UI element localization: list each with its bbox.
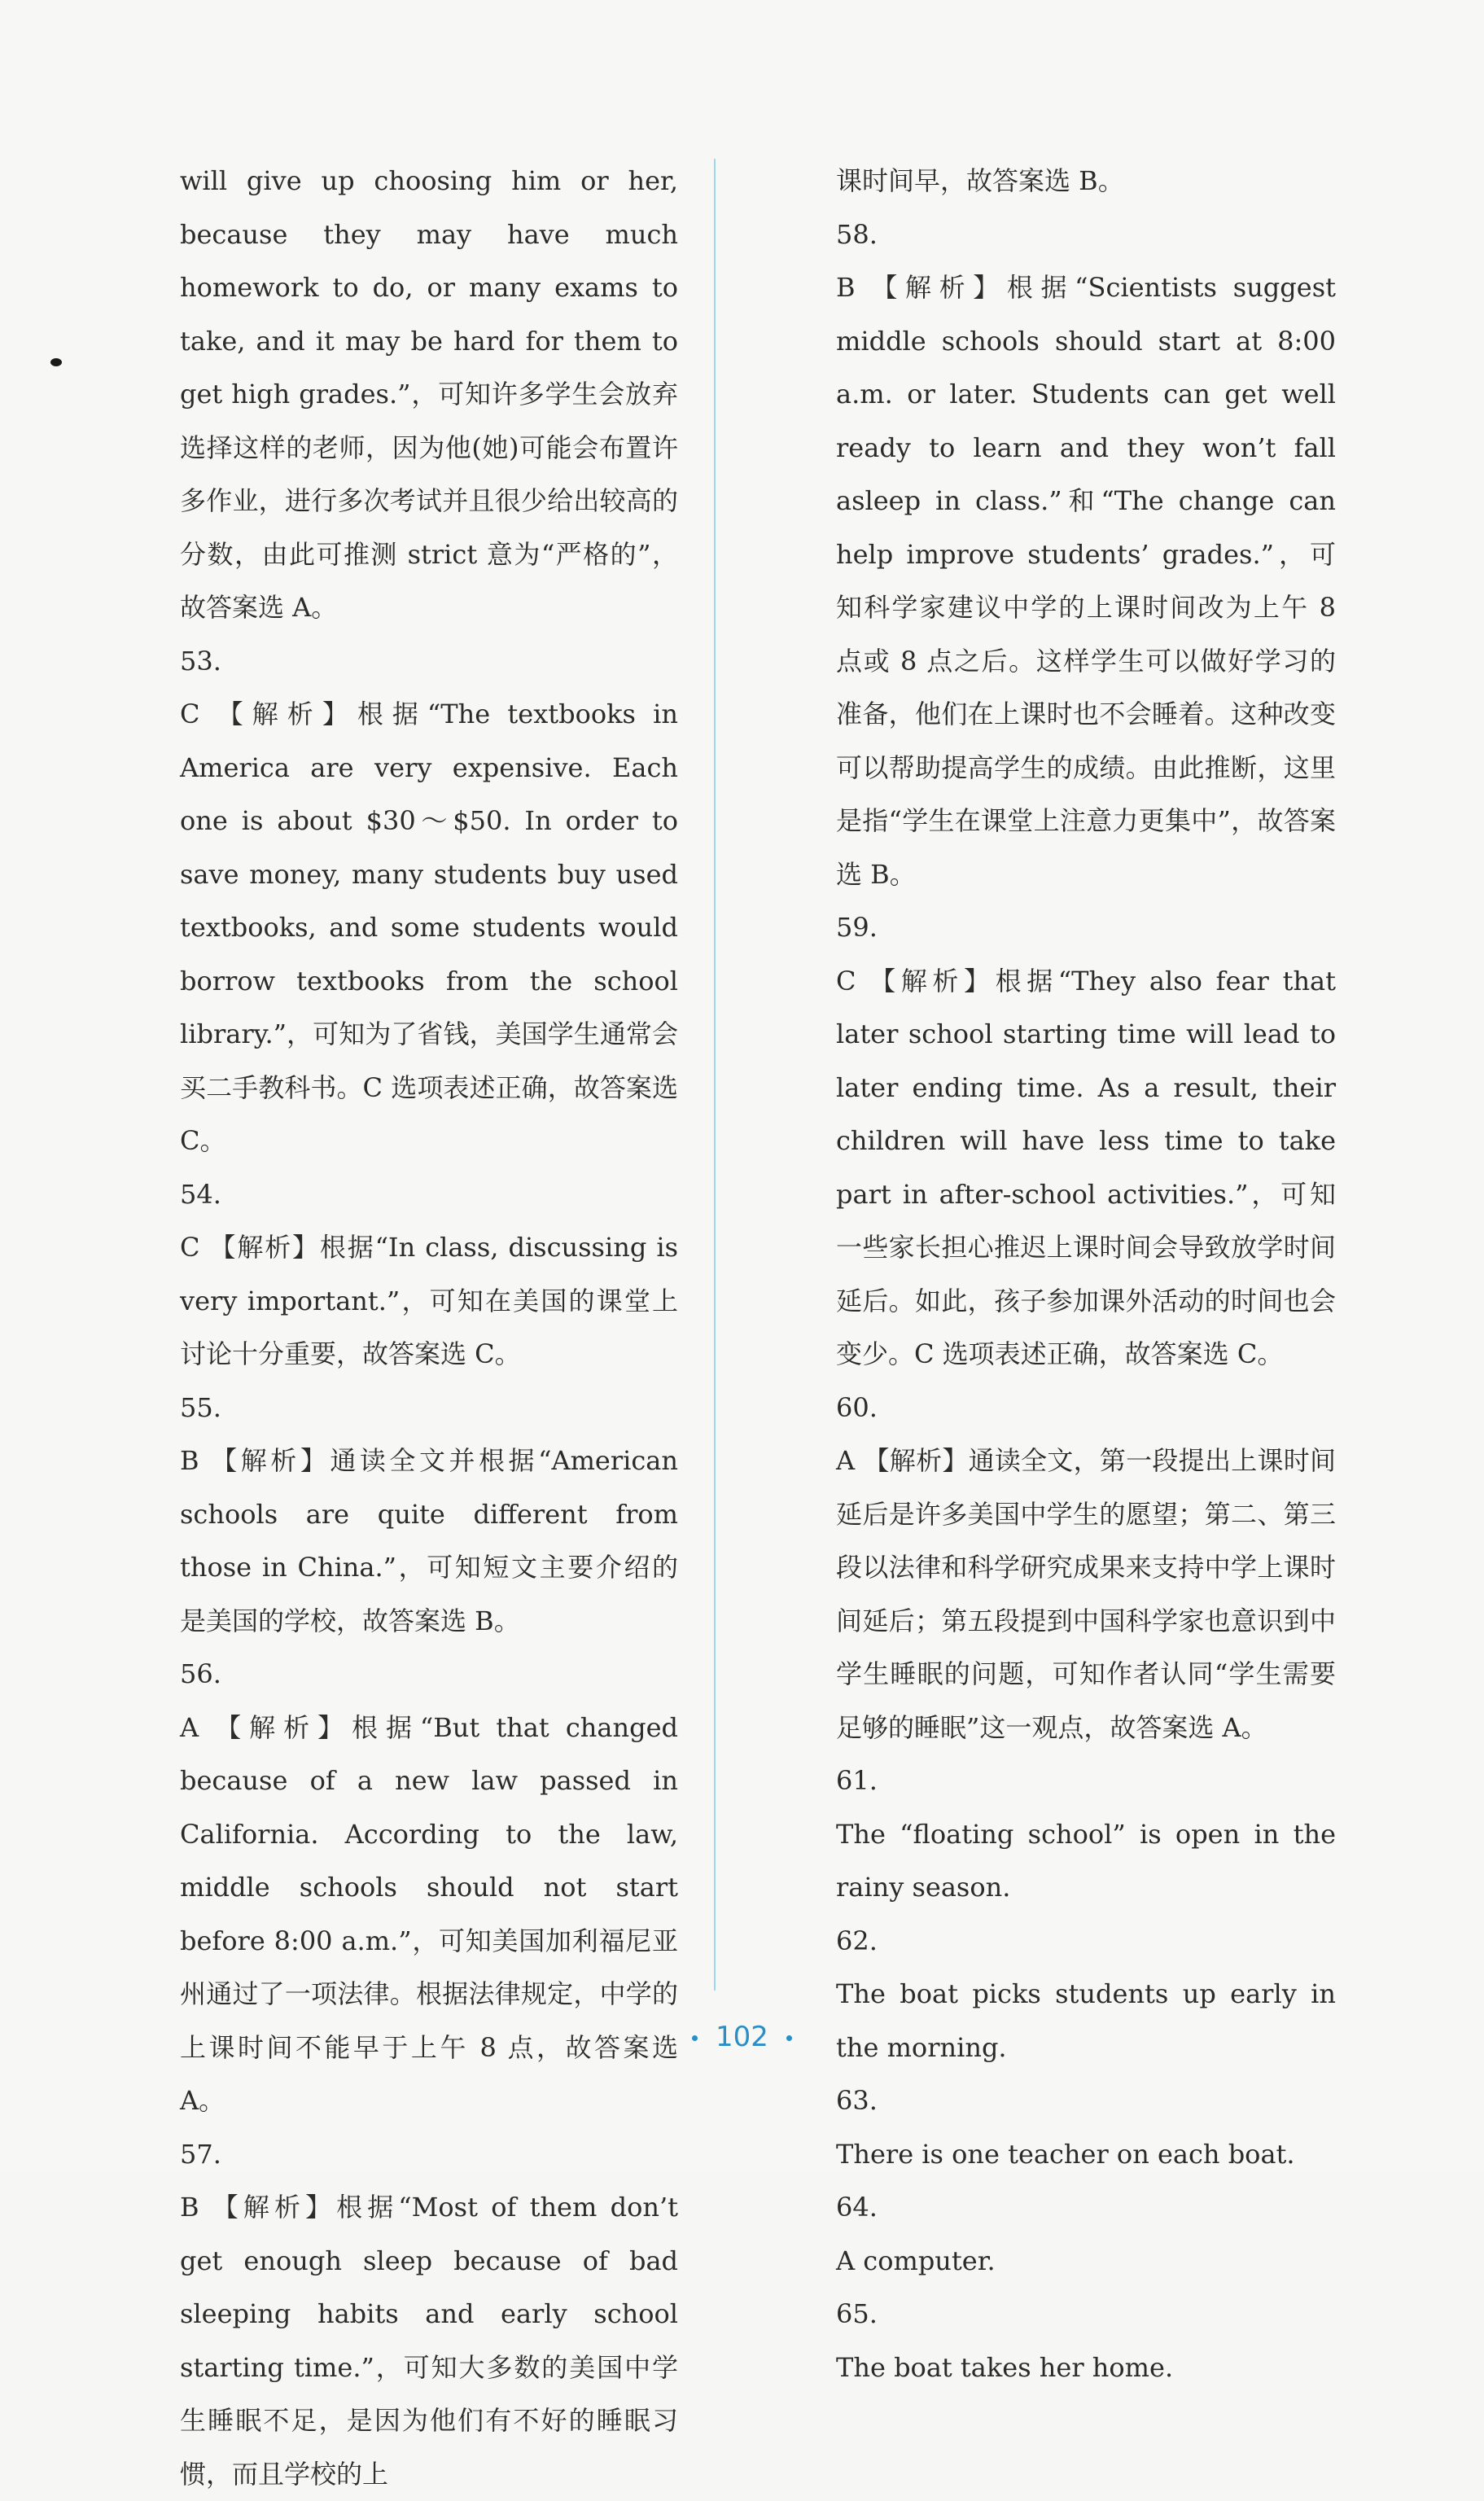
entry-text: The “floating school” is open in the rainy season.: [836, 1808, 1336, 1915]
entry-text: C 【解析】根据“In class, discussing is very important.”，可知在美国的课堂上讨论十分重要，故答案选 C。: [180, 1221, 678, 1382]
answer-56: [180, 1648, 678, 2128]
question-number: 60.: [836, 1392, 878, 1423]
answer-63: [836, 2074, 1336, 2181]
entry-text: A 【解析】通读全文，第一段提出上课时间延后是许多美国中学生的愿望；第二、第三段以法律和科学研究成果来支持中学上课时间延后；第五段提到中国科学家也意识到中学生睡眠的问题，可知作者认同“学生需要足够的睡眠”这一观点，故答案选 A。: [836, 1434, 1336, 1754]
answer-60: [836, 1382, 1336, 1755]
answer-59: [836, 901, 1336, 1382]
entry-text: The boat takes her home.: [836, 2341, 1336, 2395]
left-entry-0: [180, 155, 678, 635]
entry-text: There is one teacher on each boat.: [836, 2128, 1336, 2182]
footer-dot-icon: [692, 2035, 698, 2041]
footer-dot-icon: [786, 2035, 792, 2041]
entry-text: The boat picks students up early in the morning.: [836, 1968, 1336, 2074]
entry-text: 课时间早，故答案选 B。: [836, 155, 1336, 208]
answer-58: [836, 208, 1336, 902]
answer-55: [180, 1382, 678, 1649]
question-number: 62.: [836, 1925, 878, 1956]
entry-text: A 【解析】根据“But that changed because of a new law passed in California. According to the law, middle schools should not start before 8:00 a.m.”，可知美国加利福尼亚州通过了一项法律。根据法律规定，中学的上课时间不能早于上午 8 点，故答案选 A。: [180, 1702, 678, 2128]
entry-text: C 【解析】根据“They also fear that later school starting time will lead to later ending time. As a result, their children will have less time to take part in after-school activities.”，可知一些家长担心推迟上课时间会导致放学时间延后。如此，孩子参加课外活动的时间也会变少。C 选项表述正确，故答案选 C。: [836, 955, 1336, 1382]
right-column: [836, 155, 1336, 2394]
answer-64: [836, 2181, 1336, 2288]
question-number: 58.: [836, 219, 878, 250]
question-number: 61.: [836, 1765, 878, 1796]
column-divider: [714, 159, 716, 1991]
entry-text: C 【解析】根据“The textbooks in America are very expensive. Each one is about $30～$50. In order to save money, many students buy used textbooks, and some students would borrow textbooks from the school library.”，可知为了省钱，美国学生通常会买二手教科书。C 选项表述正确，故答案选 C。: [180, 688, 678, 1168]
entry-text: B 【解析】根据“Scientists suggest middle schools should start at 8:00 a.m. or later. Students can get well ready to learn and they won’t fall asleep in class.”和“The change can help improve students’ grades.”，可知科学家建议中学的上课时间改为上午 8 点或 8 点之后。这样学生可以做好学习的准备，他们在上课时也不会睡着。这种改变可以帮助提高学生的成绩。由此推断，这里是指“学生在课堂上注意力更集中”，故答案选 B。: [836, 261, 1336, 901]
answer-54: [180, 1168, 678, 1382]
question-number: 65.: [836, 2298, 878, 2329]
question-number: 64.: [836, 2192, 878, 2223]
entry-text: will give up choosing him or her, because they may have much homework to do, or many exams to take, and it may be hard for them to get high grades.”，可知许多学生会放弃选择这样的老师，因为他(她)可能会布置许多作业，进行多次考试并且很少给出较高的分数，由此可推测 strict 意为“严格的”，故答案选 A。: [180, 155, 678, 635]
entry-text: A computer.: [836, 2235, 1336, 2289]
question-number: 55.: [180, 1392, 221, 1423]
answer-65: [836, 2288, 1336, 2394]
question-number: 57.: [180, 2139, 221, 2170]
question-number: 56.: [180, 1658, 221, 1689]
page-footer: [0, 2021, 1484, 2053]
question-number: 53.: [180, 646, 221, 677]
entry-text: B 【解析】根据“Most of them don’t get enough sleep because of bad sleeping habits and early school starting time.”，可知大多数的美国中学生睡眠不足，是因为他们有不好的睡眠习惯，而且学校的上: [180, 2181, 678, 2501]
question-number: 54.: [180, 1179, 221, 1210]
answer-61: [836, 1754, 1336, 1915]
left-column: [180, 155, 678, 2501]
answer-53: [180, 635, 678, 1168]
ink-mark: [50, 358, 62, 366]
right-entry-0: [836, 155, 1336, 208]
answer-57: [180, 2128, 678, 2501]
entry-text: B 【解析】通读全文并根据“American schools are quite different from those in China.”，可知短文主要介绍的是美国的学校，故答案选 B。: [180, 1434, 678, 1648]
page-number: 102: [716, 2021, 768, 2053]
question-number: 59.: [836, 912, 878, 943]
question-number: 63.: [836, 2085, 878, 2116]
